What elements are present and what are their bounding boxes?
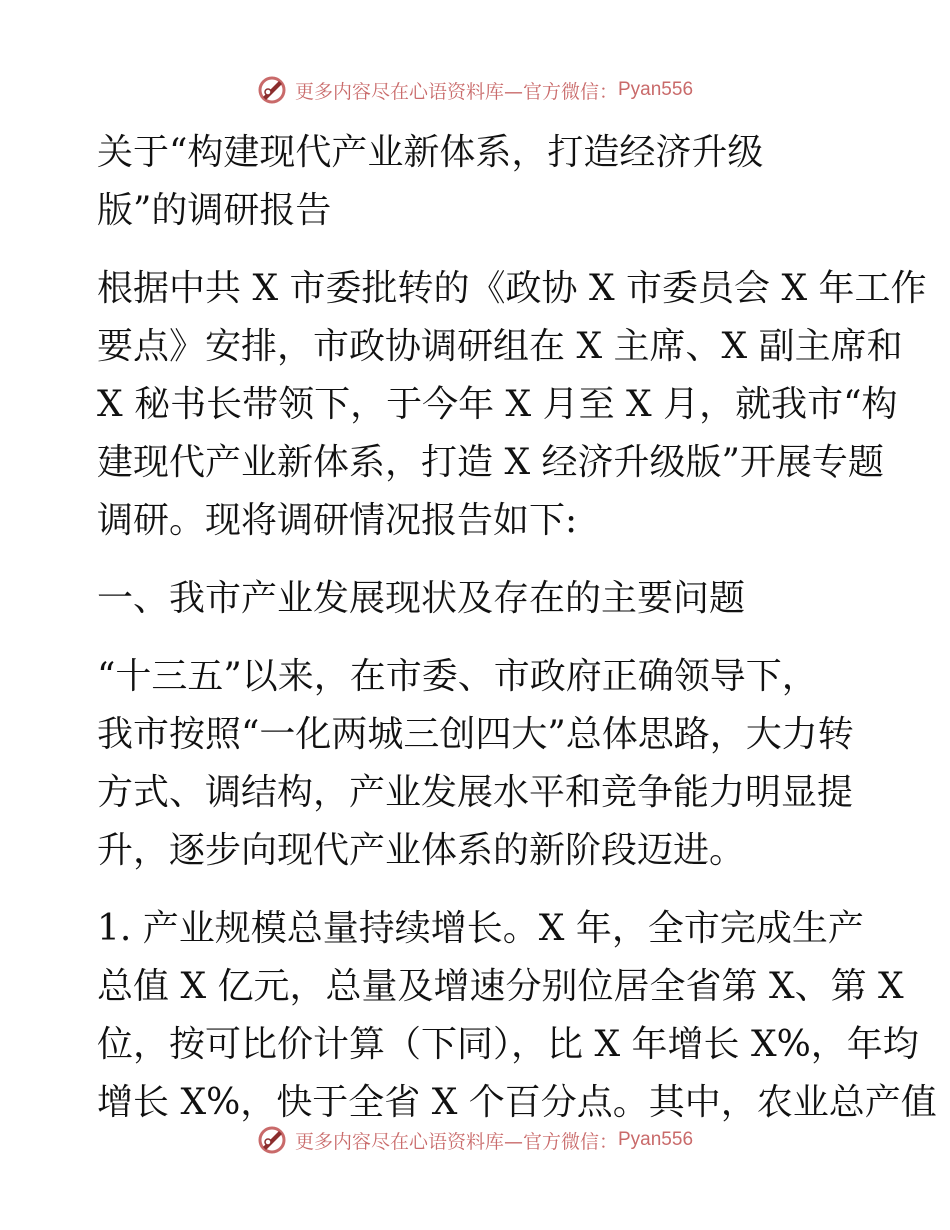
watermark-text: 更多内容尽在心语资料库—官方微信： [294, 80, 618, 103]
paragraph-intro [97, 260, 927, 550]
watermark-handle: Pyan556 [618, 79, 694, 100]
text-line: 增长 X%，快于全省 X 个百分点。其中，农业总产值 [97, 1082, 937, 1123]
logo-icon [257, 1125, 287, 1155]
title-line: 版”的调研报告 [97, 190, 332, 231]
watermark-footer [0, 1120, 950, 1160]
watermark-handle: Pyan556 [618, 1129, 694, 1150]
text-line: 总值 X 亿元，总量及增速分别位居全省第 X、第 X [97, 966, 904, 1007]
paragraph-point-1 [97, 900, 937, 1132]
paragraph-overview [97, 648, 857, 880]
text-line: 方式、调结构，产业发展水平和竞争能力明显提 [97, 772, 854, 813]
text-line: X 秘书长带领下，于今年 X 月至 X 月，就我市“构 [97, 384, 898, 425]
text-line: “十三五”以来，在市委、市政府正确领导下， [97, 656, 818, 697]
text-line: 根据中共 X 市委批转的《政协 X 市委员会 X 年工作 [97, 268, 927, 309]
logo-icon [257, 75, 287, 105]
watermark-text: 更多内容尽在心语资料库—官方微信： [294, 1130, 618, 1153]
text-line: 升，逐步向现代产业体系的新阶段迈进。 [97, 830, 746, 871]
text-line: 1. 产业规模总量持续增长。X 年，全市完成生产 [97, 908, 864, 949]
document-title [97, 124, 857, 240]
text-line: 建现代产业新体系，打造 X 经济升级版”开展专题 [97, 442, 884, 483]
document-body [97, 124, 937, 1132]
heading-line: 一、我市产业发展现状及存在的主要问题 [97, 578, 746, 619]
text-line: 我市按照“一化两城三创四大”总体思路，大力转 [97, 714, 854, 755]
section-heading [97, 570, 857, 628]
text-line: 调研。现将调研情况报告如下: [97, 500, 578, 541]
text-line: 位，按可比价计算（下同），比 X 年增长 X%，年均 [97, 1024, 919, 1065]
watermark-header [0, 70, 950, 110]
title-line: 关于“构建现代产业新体系，打造经济升级 [97, 132, 764, 173]
text-line: 要点》安排，市政协调研组在 X 主席、X 副主席和 [97, 326, 903, 367]
